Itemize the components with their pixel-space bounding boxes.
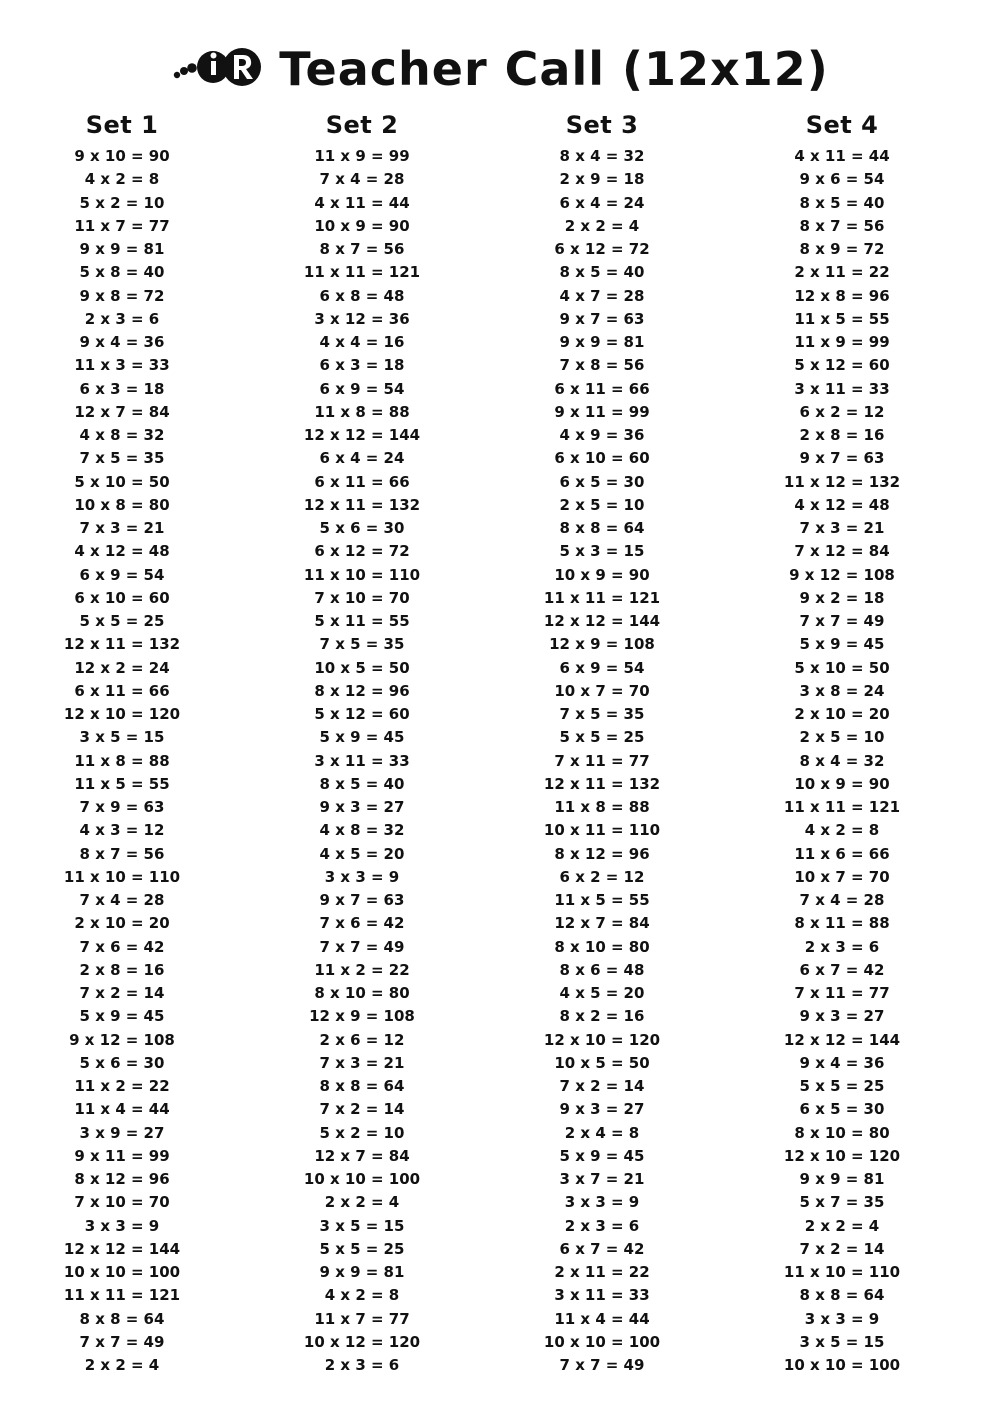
fact-item: 12 x 7 = 84 <box>74 402 170 421</box>
fact-item: 2 x 2 = 4 <box>564 216 640 235</box>
fact-item: 6 x 11 = 66 <box>74 681 170 700</box>
fact-item: 6 x 4 = 24 <box>319 449 405 468</box>
fact-item: 2 x 11 = 22 <box>554 1263 650 1281</box>
fact-item: 12 x 10 = 120 <box>63 705 181 723</box>
fact-item: 6 x 10 = 60 <box>554 449 650 468</box>
fact-item: 6 x 10 = 60 <box>74 588 170 607</box>
fact-item: 8 x 11 = 88 <box>794 914 890 933</box>
fact-item: 7 x 8 = 56 <box>559 356 645 375</box>
fact-item: 8 x 12 = 96 <box>74 1170 170 1188</box>
fact-item: 11 x 9 = 99 <box>794 333 890 351</box>
fact-item: 5 x 5 = 25 <box>319 1239 405 1258</box>
fact-item: 11 x 5 = 55 <box>74 774 170 793</box>
fact-item: 8 x 12 = 96 <box>554 844 650 863</box>
fact-item: 8 x 10 = 80 <box>314 984 410 1002</box>
fact-item: 6 x 2 = 12 <box>799 402 885 421</box>
fact-item: 10 x 10 = 100 <box>783 1356 901 1374</box>
fact-item: 3 x 3 = 9 <box>84 1216 160 1235</box>
fact-item: 9 x 12 = 108 <box>789 565 895 584</box>
fact-item: 12 x 2 = 24 <box>74 658 170 677</box>
fact-list <box>742 145 942 1377</box>
fact-item: 9 x 11 = 99 <box>74 1146 170 1165</box>
fact-item: 11 x 9 = 99 <box>314 147 410 165</box>
fact-item: 8 x 7 = 56 <box>319 240 405 258</box>
fact-item: 9 x 9 = 81 <box>319 1263 405 1281</box>
fact-item: 5 x 5 = 25 <box>799 1077 885 1095</box>
fact-item: 3 x 5 = 15 <box>79 728 165 747</box>
fact-item: 12 x 11 = 132 <box>543 774 661 793</box>
fact-item: 12 x 12 = 144 <box>303 426 421 444</box>
fact-item: 11 x 7 = 77 <box>314 1309 410 1328</box>
fact-item: 11 x 4 = 44 <box>74 1100 170 1119</box>
fact-item: 12 x 10 = 120 <box>783 1146 901 1165</box>
fact-item: 4 x 11 = 44 <box>794 147 890 165</box>
fact-item: 8 x 8 = 64 <box>559 519 645 537</box>
fact-item: 5 x 7 = 35 <box>799 1193 885 1212</box>
fact-item: 5 x 5 = 25 <box>79 612 165 630</box>
fact-item: 6 x 12 = 72 <box>554 240 650 258</box>
fact-item: 6 x 3 = 18 <box>319 356 405 375</box>
fact-item: 10 x 12 = 120 <box>303 1332 421 1351</box>
fact-item: 9 x 3 = 27 <box>799 1007 885 1026</box>
fact-item: 3 x 5 = 15 <box>319 1216 405 1235</box>
fact-item: 5 x 6 = 30 <box>319 519 405 537</box>
fact-item: 9 x 9 = 81 <box>79 240 165 258</box>
fact-item: 7 x 2 = 14 <box>559 1077 645 1095</box>
fact-item: 10 x 11 = 110 <box>543 821 661 840</box>
fact-item: 8 x 2 = 16 <box>559 1007 645 1026</box>
fact-item: 11 x 11 = 121 <box>783 798 901 816</box>
fact-item: 12 x 7 = 84 <box>554 914 650 933</box>
fact-item: 5 x 12 = 60 <box>794 356 890 375</box>
fact-item: 7 x 4 = 28 <box>319 170 405 189</box>
fact-item: 8 x 6 = 48 <box>559 960 645 979</box>
fact-item: 5 x 2 = 10 <box>79 193 165 212</box>
fact-item: 2 x 2 = 4 <box>84 1356 160 1374</box>
fact-item: 8 x 8 = 64 <box>79 1309 165 1328</box>
fact-item: 2 x 10 = 20 <box>794 705 890 723</box>
fact-item: 5 x 10 = 50 <box>794 658 890 677</box>
fact-item: 5 x 12 = 60 <box>314 705 410 723</box>
fact-item: 7 x 11 = 77 <box>794 984 890 1002</box>
fact-item: 2 x 8 = 16 <box>799 426 885 444</box>
fact-item: 8 x 10 = 80 <box>554 937 650 956</box>
fact-item: 5 x 6 = 30 <box>79 1053 165 1072</box>
fact-item: 4 x 5 = 20 <box>319 844 405 863</box>
fact-item: 8 x 7 = 56 <box>79 844 165 863</box>
set-column-4 <box>742 107 942 1377</box>
fact-item: 8 x 12 = 96 <box>314 681 410 700</box>
fact-item: 9 x 12 = 108 <box>69 1030 175 1049</box>
set-column-3 <box>502 107 702 1377</box>
fact-list <box>262 145 462 1377</box>
fact-item: 7 x 6 = 42 <box>319 914 405 933</box>
fact-item: 9 x 11 = 99 <box>554 402 650 421</box>
fact-item: 4 x 5 = 20 <box>559 984 645 1002</box>
fact-item: 8 x 5 = 40 <box>799 193 885 212</box>
fact-item: 2 x 2 = 4 <box>804 1216 880 1235</box>
fact-item: 6 x 9 = 54 <box>319 379 405 398</box>
fact-item: 6 x 2 = 12 <box>559 867 645 886</box>
set-column-2 <box>262 107 462 1377</box>
fact-item: 10 x 9 = 90 <box>314 216 410 235</box>
fact-item: 7 x 5 = 35 <box>319 635 405 654</box>
set-title: Set 3 <box>565 111 639 139</box>
fact-item: 11 x 12 = 132 <box>783 472 901 491</box>
fact-item: 10 x 10 = 100 <box>303 1170 421 1188</box>
fact-item: 11 x 7 = 77 <box>74 216 170 235</box>
fact-item: 2 x 11 = 22 <box>794 263 890 282</box>
fact-item: 4 x 2 = 8 <box>84 170 160 189</box>
fact-item: 9 x 6 = 54 <box>799 170 885 189</box>
fact-item: 6 x 11 = 66 <box>554 379 650 398</box>
fact-item: 11 x 5 = 55 <box>794 309 890 328</box>
fact-item: 4 x 3 = 12 <box>79 821 165 840</box>
fact-item: 9 x 2 = 18 <box>799 588 885 607</box>
fact-item: 11 x 8 = 88 <box>554 798 650 816</box>
fact-item: 7 x 2 = 14 <box>319 1100 405 1119</box>
fact-item: 8 x 8 = 64 <box>319 1077 405 1095</box>
fact-item: 7 x 4 = 28 <box>799 891 885 909</box>
fact-item: 9 x 8 = 72 <box>79 286 165 305</box>
fact-item: 2 x 3 = 6 <box>324 1356 400 1374</box>
fact-item: 10 x 7 = 70 <box>554 681 650 700</box>
fact-item: 6 x 12 = 72 <box>314 542 410 561</box>
fact-item: 12 x 12 = 144 <box>783 1030 901 1049</box>
logo-icon <box>171 41 269 97</box>
fact-item: 8 x 10 = 80 <box>794 1123 890 1142</box>
fact-item: 4 x 8 = 32 <box>319 821 405 840</box>
fact-list <box>22 145 222 1377</box>
fact-item: 10 x 9 = 90 <box>554 565 650 584</box>
fact-item: 10 x 7 = 70 <box>794 867 890 886</box>
fact-item: 10 x 5 = 50 <box>554 1053 650 1072</box>
fact-item: 9 x 7 = 63 <box>319 891 405 909</box>
fact-item: 2 x 9 = 18 <box>559 170 645 189</box>
fact-item: 2 x 8 = 16 <box>79 960 165 979</box>
fact-item: 3 x 9 = 27 <box>79 1123 165 1142</box>
fact-item: 7 x 11 = 77 <box>554 751 650 770</box>
fact-item: 11 x 4 = 44 <box>554 1309 650 1328</box>
fact-item: 8 x 8 = 64 <box>799 1286 885 1305</box>
fact-item: 4 x 12 = 48 <box>794 495 890 514</box>
fact-item: 4 x 4 = 16 <box>319 333 405 351</box>
fact-item: 7 x 7 = 49 <box>559 1356 645 1374</box>
fact-item: 12 x 9 = 108 <box>549 635 655 654</box>
fact-item: 3 x 11 = 33 <box>794 379 890 398</box>
fact-item: 3 x 12 = 36 <box>314 309 410 328</box>
fact-item: 4 x 9 = 36 <box>559 426 645 444</box>
fact-item: 11 x 10 = 110 <box>783 1263 901 1281</box>
fact-item: 7 x 2 = 14 <box>79 984 165 1002</box>
fact-item: 12 x 8 = 96 <box>794 286 890 305</box>
page-title: Teacher Call (12x12) <box>279 42 829 96</box>
fact-item: 5 x 8 = 40 <box>79 263 165 282</box>
fact-item: 11 x 5 = 55 <box>554 891 650 909</box>
set-title: Set 2 <box>325 111 399 139</box>
fact-item: 2 x 3 = 6 <box>564 1216 640 1235</box>
fact-item: 2 x 2 = 4 <box>324 1193 400 1212</box>
fact-item: 7 x 3 = 21 <box>79 519 165 537</box>
fact-item: 11 x 11 = 121 <box>303 263 421 282</box>
fact-item: 4 x 11 = 44 <box>314 193 410 212</box>
fact-item: 3 x 3 = 9 <box>564 1193 640 1212</box>
fact-item: 5 x 9 = 45 <box>319 728 405 747</box>
fact-item: 2 x 6 = 12 <box>319 1030 405 1049</box>
fact-item: 12 x 12 = 144 <box>543 612 661 630</box>
fact-item: 6 x 3 = 18 <box>79 379 165 398</box>
fact-item: 9 x 4 = 36 <box>799 1053 885 1072</box>
fact-item: 6 x 5 = 30 <box>799 1100 885 1119</box>
fact-item: 7 x 7 = 49 <box>79 1332 165 1351</box>
fact-item: 11 x 11 = 121 <box>543 588 661 607</box>
fact-item: 8 x 5 = 40 <box>319 774 405 793</box>
fact-item: 7 x 5 = 35 <box>79 449 165 468</box>
fact-item: 10 x 9 = 90 <box>794 774 890 793</box>
fact-item: 12 x 9 = 108 <box>309 1007 415 1026</box>
fact-item: 12 x 12 = 144 <box>63 1239 181 1258</box>
fact-item: 3 x 11 = 33 <box>314 751 410 770</box>
fact-item: 6 x 11 = 66 <box>314 472 410 491</box>
fact-item: 10 x 5 = 50 <box>314 658 410 677</box>
fact-item: 6 x 7 = 42 <box>559 1239 645 1258</box>
fact-item: 11 x 11 = 121 <box>63 1286 181 1305</box>
fact-item: 6 x 9 = 54 <box>79 565 165 584</box>
fact-item: 9 x 9 = 81 <box>559 333 645 351</box>
fact-item: 7 x 3 = 21 <box>799 519 885 537</box>
fact-item: 2 x 3 = 6 <box>804 937 880 956</box>
fact-item: 7 x 2 = 14 <box>799 1239 885 1258</box>
fact-item: 7 x 7 = 49 <box>799 612 885 630</box>
fact-item: 2 x 5 = 10 <box>559 495 645 514</box>
fact-item: 7 x 9 = 63 <box>79 798 165 816</box>
fact-item: 6 x 4 = 24 <box>559 193 645 212</box>
fact-item: 5 x 11 = 55 <box>314 612 410 630</box>
fact-item: 3 x 5 = 15 <box>799 1332 885 1351</box>
fact-item: 2 x 3 = 6 <box>84 309 160 328</box>
fact-item: 4 x 7 = 28 <box>559 286 645 305</box>
fact-item: 10 x 10 = 100 <box>63 1263 181 1281</box>
fact-item: 7 x 4 = 28 <box>79 891 165 909</box>
fact-item: 11 x 6 = 66 <box>794 844 890 863</box>
fact-item: 5 x 9 = 45 <box>799 635 885 654</box>
fact-item: 7 x 12 = 84 <box>794 542 890 561</box>
fact-item: 11 x 2 = 22 <box>314 960 410 979</box>
fact-item: 5 x 10 = 50 <box>74 472 170 491</box>
fact-item: 5 x 5 = 25 <box>559 728 645 747</box>
fact-item: 4 x 12 = 48 <box>74 542 170 561</box>
fact-item: 12 x 11 = 132 <box>303 495 421 514</box>
fact-item: 5 x 9 = 45 <box>559 1146 645 1165</box>
fact-item: 2 x 5 = 10 <box>799 728 885 747</box>
fact-item: 5 x 2 = 10 <box>319 1123 405 1142</box>
fact-item: 9 x 10 = 90 <box>74 147 170 165</box>
fact-item: 6 x 7 = 42 <box>799 960 885 979</box>
fact-item: 8 x 9 = 72 <box>799 240 885 258</box>
fact-item: 9 x 3 = 27 <box>559 1100 645 1119</box>
set-column-1 <box>22 107 222 1377</box>
fact-item: 11 x 8 = 88 <box>314 402 410 421</box>
fact-item: 8 x 5 = 40 <box>559 263 645 282</box>
fact-item: 7 x 6 = 42 <box>79 937 165 956</box>
fact-item: 12 x 11 = 132 <box>63 635 181 654</box>
set-title: Set 1 <box>85 111 159 139</box>
fact-item: 11 x 3 = 33 <box>74 356 170 375</box>
fact-list <box>502 145 702 1377</box>
fact-item: 7 x 10 = 70 <box>74 1193 170 1212</box>
fact-item: 5 x 9 = 45 <box>79 1007 165 1026</box>
fact-item: 6 x 5 = 30 <box>559 472 645 491</box>
page-header <box>0 38 1000 100</box>
fact-item: 10 x 10 = 100 <box>543 1332 661 1351</box>
fact-item: 7 x 10 = 70 <box>314 588 410 607</box>
fact-item: 4 x 8 = 32 <box>79 426 165 444</box>
fact-item: 7 x 3 = 21 <box>319 1053 405 1072</box>
fact-item: 11 x 8 = 88 <box>74 751 170 770</box>
fact-item: 2 x 4 = 8 <box>564 1123 640 1142</box>
fact-item: 3 x 3 = 9 <box>804 1309 880 1328</box>
fact-item: 11 x 10 = 110 <box>63 867 181 886</box>
fact-item: 9 x 4 = 36 <box>79 333 165 351</box>
fact-item: 4 x 2 = 8 <box>804 821 880 840</box>
fact-item: 9 x 7 = 63 <box>559 309 645 328</box>
fact-item: 11 x 2 = 22 <box>74 1077 170 1095</box>
fact-item: 7 x 5 = 35 <box>559 705 645 723</box>
set-title: Set 4 <box>805 111 879 139</box>
fact-item: 6 x 8 = 48 <box>319 286 405 305</box>
fact-item: 8 x 4 = 32 <box>799 751 885 770</box>
fact-item: 2 x 10 = 20 <box>74 914 170 933</box>
fact-item: 9 x 7 = 63 <box>799 449 885 468</box>
fact-item: 3 x 7 = 21 <box>559 1170 645 1188</box>
fact-item: 3 x 3 = 9 <box>324 867 400 886</box>
fact-item: 9 x 3 = 27 <box>319 798 405 816</box>
fact-item: 8 x 4 = 32 <box>559 147 645 165</box>
fact-item: 9 x 9 = 81 <box>799 1170 885 1188</box>
fact-item: 3 x 8 = 24 <box>799 681 885 700</box>
fact-item: 5 x 3 = 15 <box>559 542 645 561</box>
fact-item: 8 x 7 = 56 <box>799 216 885 235</box>
fact-item: 4 x 2 = 8 <box>324 1286 400 1305</box>
fact-item: 6 x 9 = 54 <box>559 658 645 677</box>
fact-item: 12 x 7 = 84 <box>314 1146 410 1165</box>
fact-item: 3 x 11 = 33 <box>554 1286 650 1305</box>
fact-item: 7 x 7 = 49 <box>319 937 405 956</box>
fact-item: 12 x 10 = 120 <box>543 1030 661 1049</box>
fact-item: 11 x 10 = 110 <box>303 565 421 584</box>
fact-item: 10 x 8 = 80 <box>74 495 170 514</box>
